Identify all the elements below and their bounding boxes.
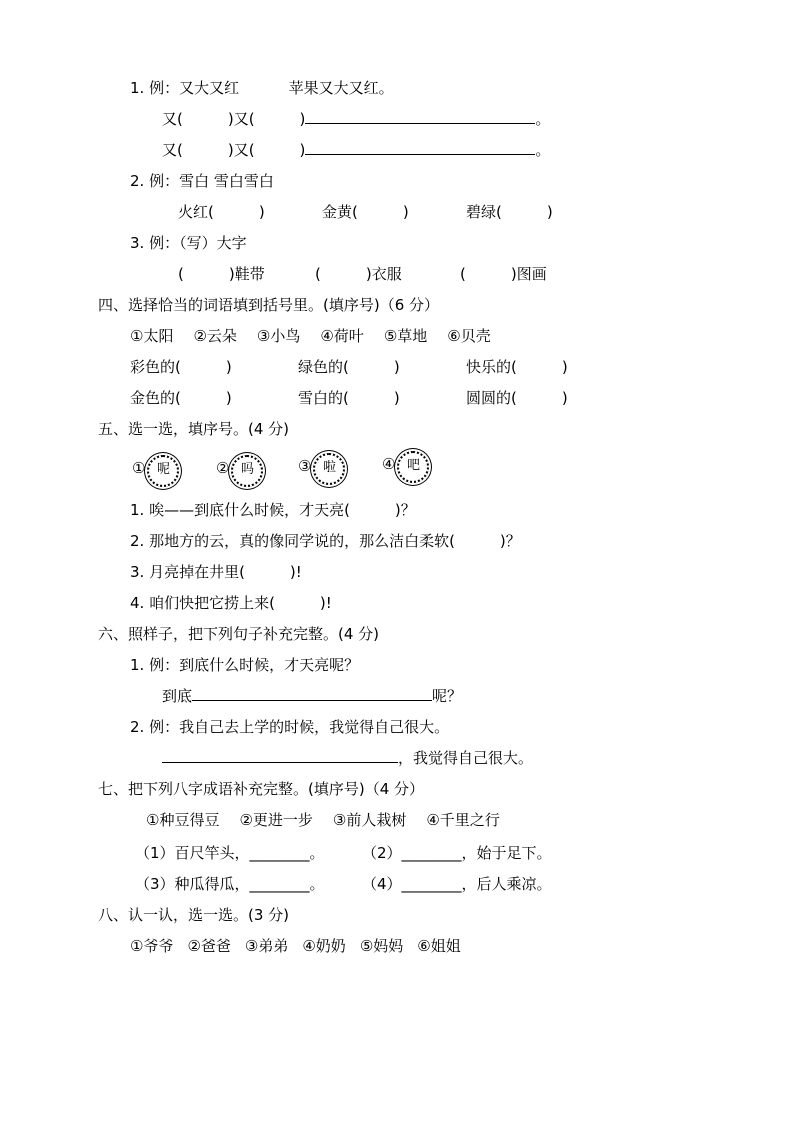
q3-1-example-result: 苹果又大又红。	[288, 79, 394, 97]
answer-blank[interactable]	[162, 748, 398, 763]
sec4-option: ④荷叶	[320, 327, 364, 345]
sec6-q1-start: 到底	[162, 687, 193, 705]
sec7-q1: （1）百尺竿头，________。	[135, 844, 325, 862]
q3-3-example: 3. 例：（写）大字	[130, 234, 247, 252]
section-5-heading: 五、选一选，填序号。(4 分)	[98, 420, 290, 438]
period: 。	[535, 141, 551, 159]
choice-1	[132, 453, 179, 487]
choice-number: ④	[382, 455, 396, 473]
answer-blank[interactable]	[305, 140, 535, 155]
sec7-q3: （3）种瓜得瓜，________。	[135, 875, 325, 893]
sec4-row1-item-2: 绿色的( )	[298, 358, 400, 376]
sec6-q2-end: ，我觉得自己很大。	[398, 749, 534, 767]
sec8-option: ①爷爷	[130, 937, 174, 955]
q3-2-item-1: 火红( )	[178, 203, 265, 221]
sec6-q1-end: 呢？	[432, 687, 463, 705]
sec8-option: ③弟弟	[244, 937, 289, 955]
sec4-row1-item-1: 彩色的( )	[130, 358, 232, 376]
q3-3-item-3: ( )图画	[460, 265, 547, 283]
sec5-q4: 4. 咱们快把它捞上来( )!	[130, 594, 332, 612]
answer-blank[interactable]	[305, 109, 535, 124]
choice-number: ③	[298, 457, 312, 475]
sec8-option: ⑤妈妈	[359, 937, 404, 955]
sec8-option: ②爸爸	[187, 937, 231, 955]
section-8-heading: 八、认一认，选一选。(3 分)	[98, 906, 290, 924]
answer-blank[interactable]	[192, 686, 432, 701]
sec4-row2-item-1: 金色的( )	[130, 389, 232, 407]
sec7-option: ③前人栽树	[332, 811, 407, 829]
sec8-option: ④奶奶	[302, 937, 346, 955]
choice-4	[382, 449, 429, 483]
q3-1-line1	[162, 109, 550, 129]
choice-number: ②	[216, 459, 230, 477]
sec4-option: ⑥贝壳	[447, 327, 491, 345]
q3-3-item-2: ( )衣服	[315, 265, 402, 283]
sec4-row2-item-3: 圆圆的( )	[466, 389, 568, 407]
q3-1-example-text: 1. 例：又大又红	[130, 79, 240, 97]
sec7-options	[146, 810, 500, 830]
q3-2-item-3: 碧绿( )	[466, 203, 553, 221]
flower-icon: 吧	[397, 451, 429, 483]
q3-1-line2	[162, 140, 550, 160]
sec4-option: ②云朵	[193, 327, 237, 345]
section-7-heading: 七、把下列八字成语补充完整。(填序号)（4 分）	[98, 780, 425, 798]
sec4-row1-item-3: 快乐的( )	[466, 358, 568, 376]
sec4-row2-item-2: 雪白的( )	[298, 389, 400, 407]
sec7-q2: （2）________，始于足下。	[362, 844, 552, 862]
sec6-q1-answer	[162, 686, 462, 706]
choice-number: ①	[132, 459, 146, 477]
sec6-q2-example: 2. 例：我自己去上学的时候，我觉得自己很大。	[130, 718, 450, 736]
flower-icon: 啦	[313, 453, 345, 485]
sec4-option: ⑤草地	[383, 327, 428, 345]
q3-1-example	[130, 78, 394, 98]
sec7-q4: （4）________，后人乘凉。	[362, 875, 552, 893]
period: 。	[535, 110, 551, 128]
sec6-q2-answer	[162, 748, 533, 768]
section-4-heading: 四、选择恰当的词语填到括号里。(填序号)（6 分）	[98, 296, 440, 314]
sec8-options	[130, 936, 461, 956]
q3-1-line2-text: 又( )又( )	[162, 141, 306, 159]
sec4-option: ③小鸟	[256, 327, 301, 345]
section-6-heading: 六、照样子，把下列句子补充完整。(4 分)	[98, 625, 380, 643]
sec5-q2: 2. 那地方的云，真的像同学说的，那么洁白柔软( )？	[130, 532, 521, 550]
q3-1-line1-text: 又( )又( )	[162, 110, 306, 128]
q3-3-item-1: ( )鞋带	[178, 265, 265, 283]
sec7-option: ④千里之行	[426, 811, 500, 829]
flower-icon: 吗	[231, 455, 263, 487]
sec6-q1-example: 1. 例：到底什么时候，才天亮呢？	[130, 656, 360, 674]
sec8-option: ⑥姐姐	[417, 937, 461, 955]
sec4-option: ①太阳	[130, 327, 174, 345]
choice-2	[216, 453, 263, 487]
sec7-option: ②更进一步	[239, 811, 313, 829]
sec7-option: ①种豆得豆	[146, 811, 220, 829]
sec5-q1: 1. 唉——到底什么时候，才天亮( )？	[130, 501, 416, 519]
sec5-q3: 3. 月亮掉在井里( )!	[130, 563, 302, 581]
flower-icon: 呢	[147, 455, 179, 487]
choice-3	[298, 451, 345, 485]
sec4-options	[130, 326, 491, 346]
q3-2-item-2: 金黄( )	[322, 203, 409, 221]
q3-2-example: 2. 例：雪白 雪白雪白	[130, 172, 274, 190]
